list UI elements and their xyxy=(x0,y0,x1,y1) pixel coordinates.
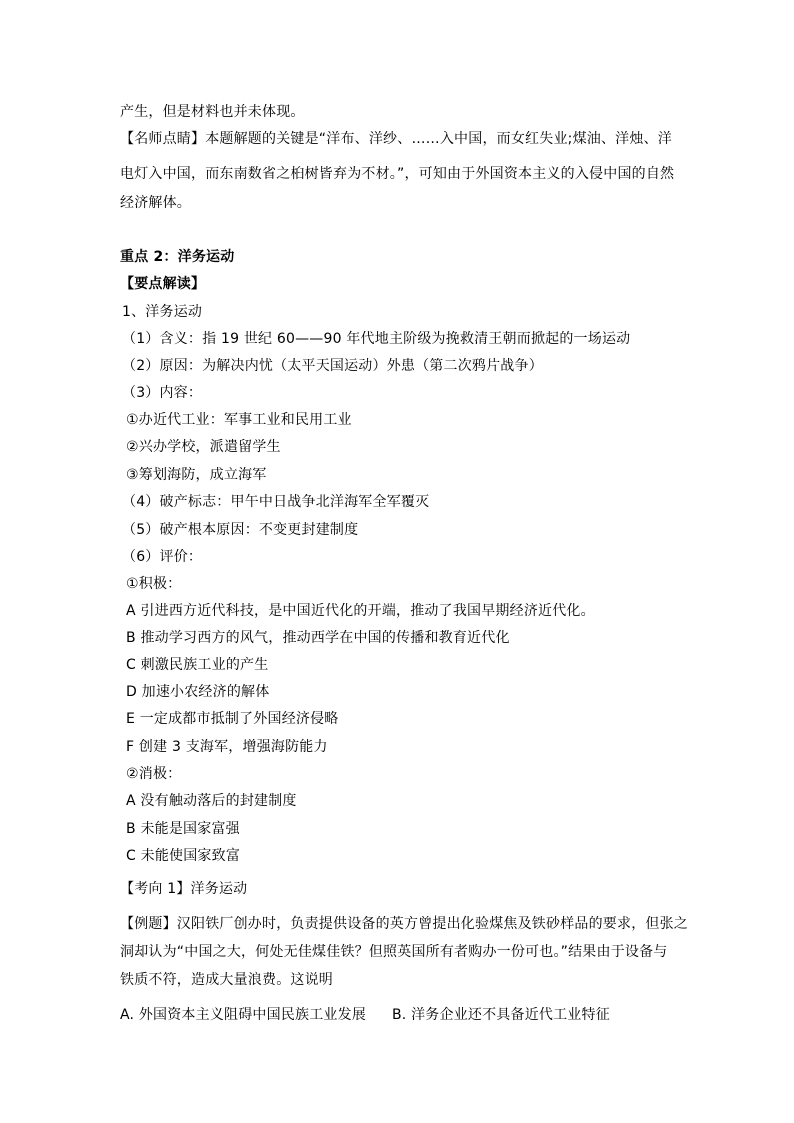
intro-line: 产生，但是材料也并未体现。 xyxy=(120,104,305,120)
positive-item: F 创建 3 支海军，增强海防能力 xyxy=(126,739,328,755)
item-content: （3）内容： xyxy=(122,385,203,401)
negative-item: C 未能使国家致富 xyxy=(126,848,241,864)
item-cause: （2）原因：为解决内忧（太平天国运动）外患（第二次鸦片战争） xyxy=(122,358,543,374)
content-item-1: ①办近代工业：军事工业和民用工业 xyxy=(126,412,352,428)
example-line-2: 洞却认为“中国之大，何处无佳煤佳铁？但照英国所有者购办一份可也。”结果由于设备与 xyxy=(120,944,668,960)
positive-label: ①积极： xyxy=(126,576,182,592)
item-bankruptcy-sign: （4）破产标志：甲午中日战争北洋海军全军覆灭 xyxy=(122,494,430,510)
positive-item: C 刺激民族工业的产生 xyxy=(126,657,269,673)
item-evaluation: （6）评价： xyxy=(122,549,203,565)
topic-title: 1、洋务运动 xyxy=(122,304,203,320)
exam-direction: 【考向 1】洋务运动 xyxy=(120,881,248,897)
key-points-label: 【要点解读】 xyxy=(120,276,206,292)
content-item-2: ②兴办学校，派遣留学生 xyxy=(126,439,281,455)
tip-line-2: 电灯入中国，而东南数省之桕树皆弃为不材。”，可知由于外国资本主义的入侵中国的自然 xyxy=(120,166,675,182)
positive-item: E 一定成都市抵制了外国经济侵略 xyxy=(126,711,339,727)
negative-item: B 未能是国家富强 xyxy=(126,821,240,837)
item-meaning: （1）含义：指 19 世纪 60——90 年代地主阶级为挽救清王朝而掀起的一场运动 xyxy=(122,331,631,347)
positive-item: D 加速小农经济的解体 xyxy=(126,684,270,700)
example-line-3: 铁质不符，造成大量浪费。这说明 xyxy=(120,972,333,988)
item-bankruptcy-cause: （5）破产根本原因：不变更封建制度 xyxy=(122,522,359,538)
option-a: A. 外国资本主义阻碍中国民族工业发展 xyxy=(120,1007,367,1023)
content-item-3: ③筹划海防，成立海军 xyxy=(126,467,267,483)
positive-item: B 推动学习西方的风气，推动西学在中国的传播和教育近代化 xyxy=(126,630,510,646)
example-line-1: 【例题】汉阳铁厂创办时，负责提供设备的英方曾提出化验煤焦及铁砂样品的要求，但张之 xyxy=(120,916,688,932)
section-heading: 重点 2：洋务运动 xyxy=(120,249,235,265)
option-b: B. 洋务企业还不具备近代工业特征 xyxy=(392,1007,610,1023)
negative-item: A 没有触动落后的封建制度 xyxy=(126,793,297,809)
positive-item: A 引进西方近代科技，是中国近代化的开端，推动了我国早期经济近代化。 xyxy=(126,603,595,619)
tip-line-3: 经济解体。 xyxy=(120,195,191,211)
negative-label: ②消极： xyxy=(126,766,182,782)
tip-line-1: 【名师点睛】本题解题的关键是“洋布、洋纱、……入中国，而女红失业;煤油、洋烛、洋 xyxy=(120,131,672,147)
